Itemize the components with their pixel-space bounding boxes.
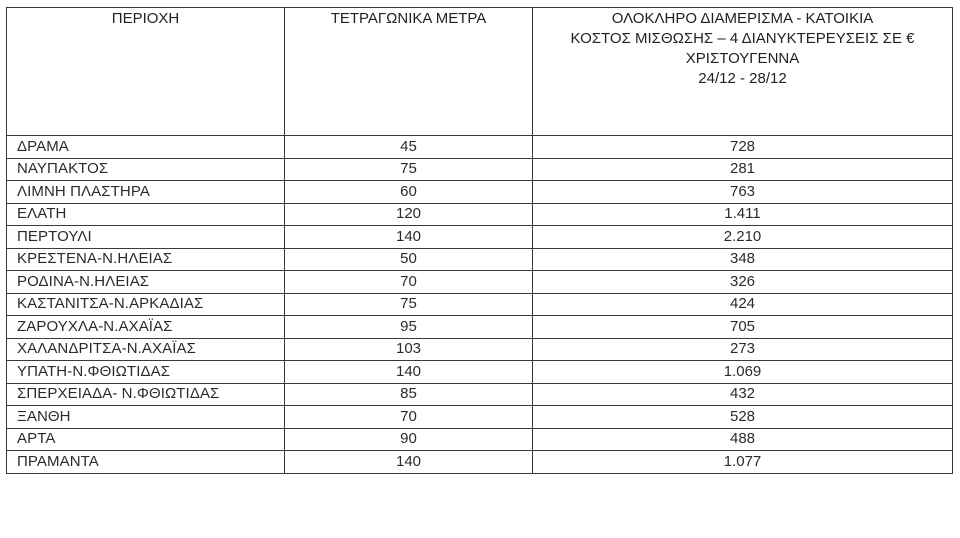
cell-area: 120 bbox=[285, 203, 533, 226]
table-row bbox=[7, 406, 953, 429]
cell-area: 90 bbox=[285, 428, 533, 451]
cell-area: 95 bbox=[285, 316, 533, 339]
cell-cost: 326 bbox=[533, 271, 953, 294]
cell-cost: 424 bbox=[533, 293, 953, 316]
header-area-label: ΤΕΤΡΑΓΩΝΙΚΑ ΜΕΤΡΑ bbox=[330, 10, 487, 27]
table-row bbox=[7, 181, 953, 204]
cell-cost: 432 bbox=[533, 383, 953, 406]
table-row bbox=[7, 203, 953, 226]
cell-region: ΚΡΕΣΤΕΝΑ-Ν.ΗΛΕΙΑΣ bbox=[7, 248, 285, 271]
cell-region: ΣΠΕΡΧΕΙΑΔΑ- Ν.ΦΘΙΩΤΙΔΑΣ bbox=[7, 383, 285, 406]
header-area bbox=[285, 8, 533, 136]
cell-cost: 348 bbox=[533, 248, 953, 271]
cell-region: ΝΑΥΠΑΚΤΟΣ bbox=[7, 158, 285, 181]
header-region bbox=[7, 8, 285, 136]
table-row bbox=[7, 361, 953, 384]
cell-area: 140 bbox=[285, 451, 533, 474]
cell-region: ΛΙΜΝΗ ΠΛΑΣΤΗΡΑ bbox=[7, 181, 285, 204]
cell-area: 75 bbox=[285, 293, 533, 316]
table-row bbox=[7, 316, 953, 339]
table-row bbox=[7, 226, 953, 249]
cell-region: ΔΡΑΜΑ bbox=[7, 136, 285, 159]
header-cost bbox=[533, 8, 953, 136]
cell-region: ΕΛΑΤΗ bbox=[7, 203, 285, 226]
table-row bbox=[7, 383, 953, 406]
cell-area: 103 bbox=[285, 338, 533, 361]
header-region-label: ΠΕΡΙΟΧΗ bbox=[111, 10, 180, 27]
cell-region: ΠΡΑΜΑΝΤΑ bbox=[7, 451, 285, 474]
cell-area: 70 bbox=[285, 406, 533, 429]
cell-area: 45 bbox=[285, 136, 533, 159]
cell-cost: 528 bbox=[533, 406, 953, 429]
header-cost-line-3: ΧΡΙΣΤΟΥΓΕΝΝΑ bbox=[685, 50, 800, 67]
header-row bbox=[7, 8, 953, 136]
table-row bbox=[7, 158, 953, 181]
cell-area: 70 bbox=[285, 271, 533, 294]
cell-region: ΡΟΔΙΝΑ-Ν.ΗΛΕΙΑΣ bbox=[7, 271, 285, 294]
table-row bbox=[7, 271, 953, 294]
table-row bbox=[7, 293, 953, 316]
table-row bbox=[7, 338, 953, 361]
cell-cost: 281 bbox=[533, 158, 953, 181]
cell-cost: 705 bbox=[533, 316, 953, 339]
table-row bbox=[7, 428, 953, 451]
cell-region: ΥΠΑΤΗ-Ν.ΦΘΙΩΤΙΔΑΣ bbox=[7, 361, 285, 384]
cell-cost: 1.077 bbox=[533, 451, 953, 474]
cell-cost: 763 bbox=[533, 181, 953, 204]
cell-cost: 488 bbox=[533, 428, 953, 451]
document-page bbox=[6, 7, 952, 474]
cell-area: 75 bbox=[285, 158, 533, 181]
table-row bbox=[7, 451, 953, 474]
cell-area: 60 bbox=[285, 181, 533, 204]
cell-region: ΞΑΝΘΗ bbox=[7, 406, 285, 429]
header-cost-line-2: ΚΟΣΤΟΣ ΜΙΣΘΩΣΗΣ – 4 ΔΙΑΝΥΚΤΕΡΕΥΣΕΙΣ ΣΕ € bbox=[570, 30, 915, 47]
cell-cost: 728 bbox=[533, 136, 953, 159]
cell-cost: 1.069 bbox=[533, 361, 953, 384]
header-cost-line-4: 24/12 - 28/12 bbox=[698, 70, 787, 87]
cell-cost: 1.411 bbox=[533, 203, 953, 226]
rental-cost-table bbox=[6, 7, 953, 474]
cell-region: ΧΑΛΑΝΔΡΙΤΣΑ-Ν.ΑΧΑΪΑΣ bbox=[7, 338, 285, 361]
header-cost-line-1: ΟΛΟΚΛΗΡΟ ΔΙΑΜΕΡΙΣΜΑ - ΚΑΤΟΙΚΙΑ bbox=[611, 10, 874, 27]
cell-cost: 2.210 bbox=[533, 226, 953, 249]
cell-region: ΚΑΣΤΑΝΙΤΣΑ-Ν.ΑΡΚΑΔΙΑΣ bbox=[7, 293, 285, 316]
cell-area: 140 bbox=[285, 226, 533, 249]
cell-area: 85 bbox=[285, 383, 533, 406]
cell-region: ΑΡΤΑ bbox=[7, 428, 285, 451]
table-row bbox=[7, 248, 953, 271]
cell-area: 140 bbox=[285, 361, 533, 384]
cell-area: 50 bbox=[285, 248, 533, 271]
cell-cost: 273 bbox=[533, 338, 953, 361]
cell-region: ΖΑΡΟΥΧΛΑ-Ν.ΑΧΑΪΑΣ bbox=[7, 316, 285, 339]
cell-region: ΠΕΡΤΟΥΛΙ bbox=[7, 226, 285, 249]
table-row bbox=[7, 136, 953, 159]
